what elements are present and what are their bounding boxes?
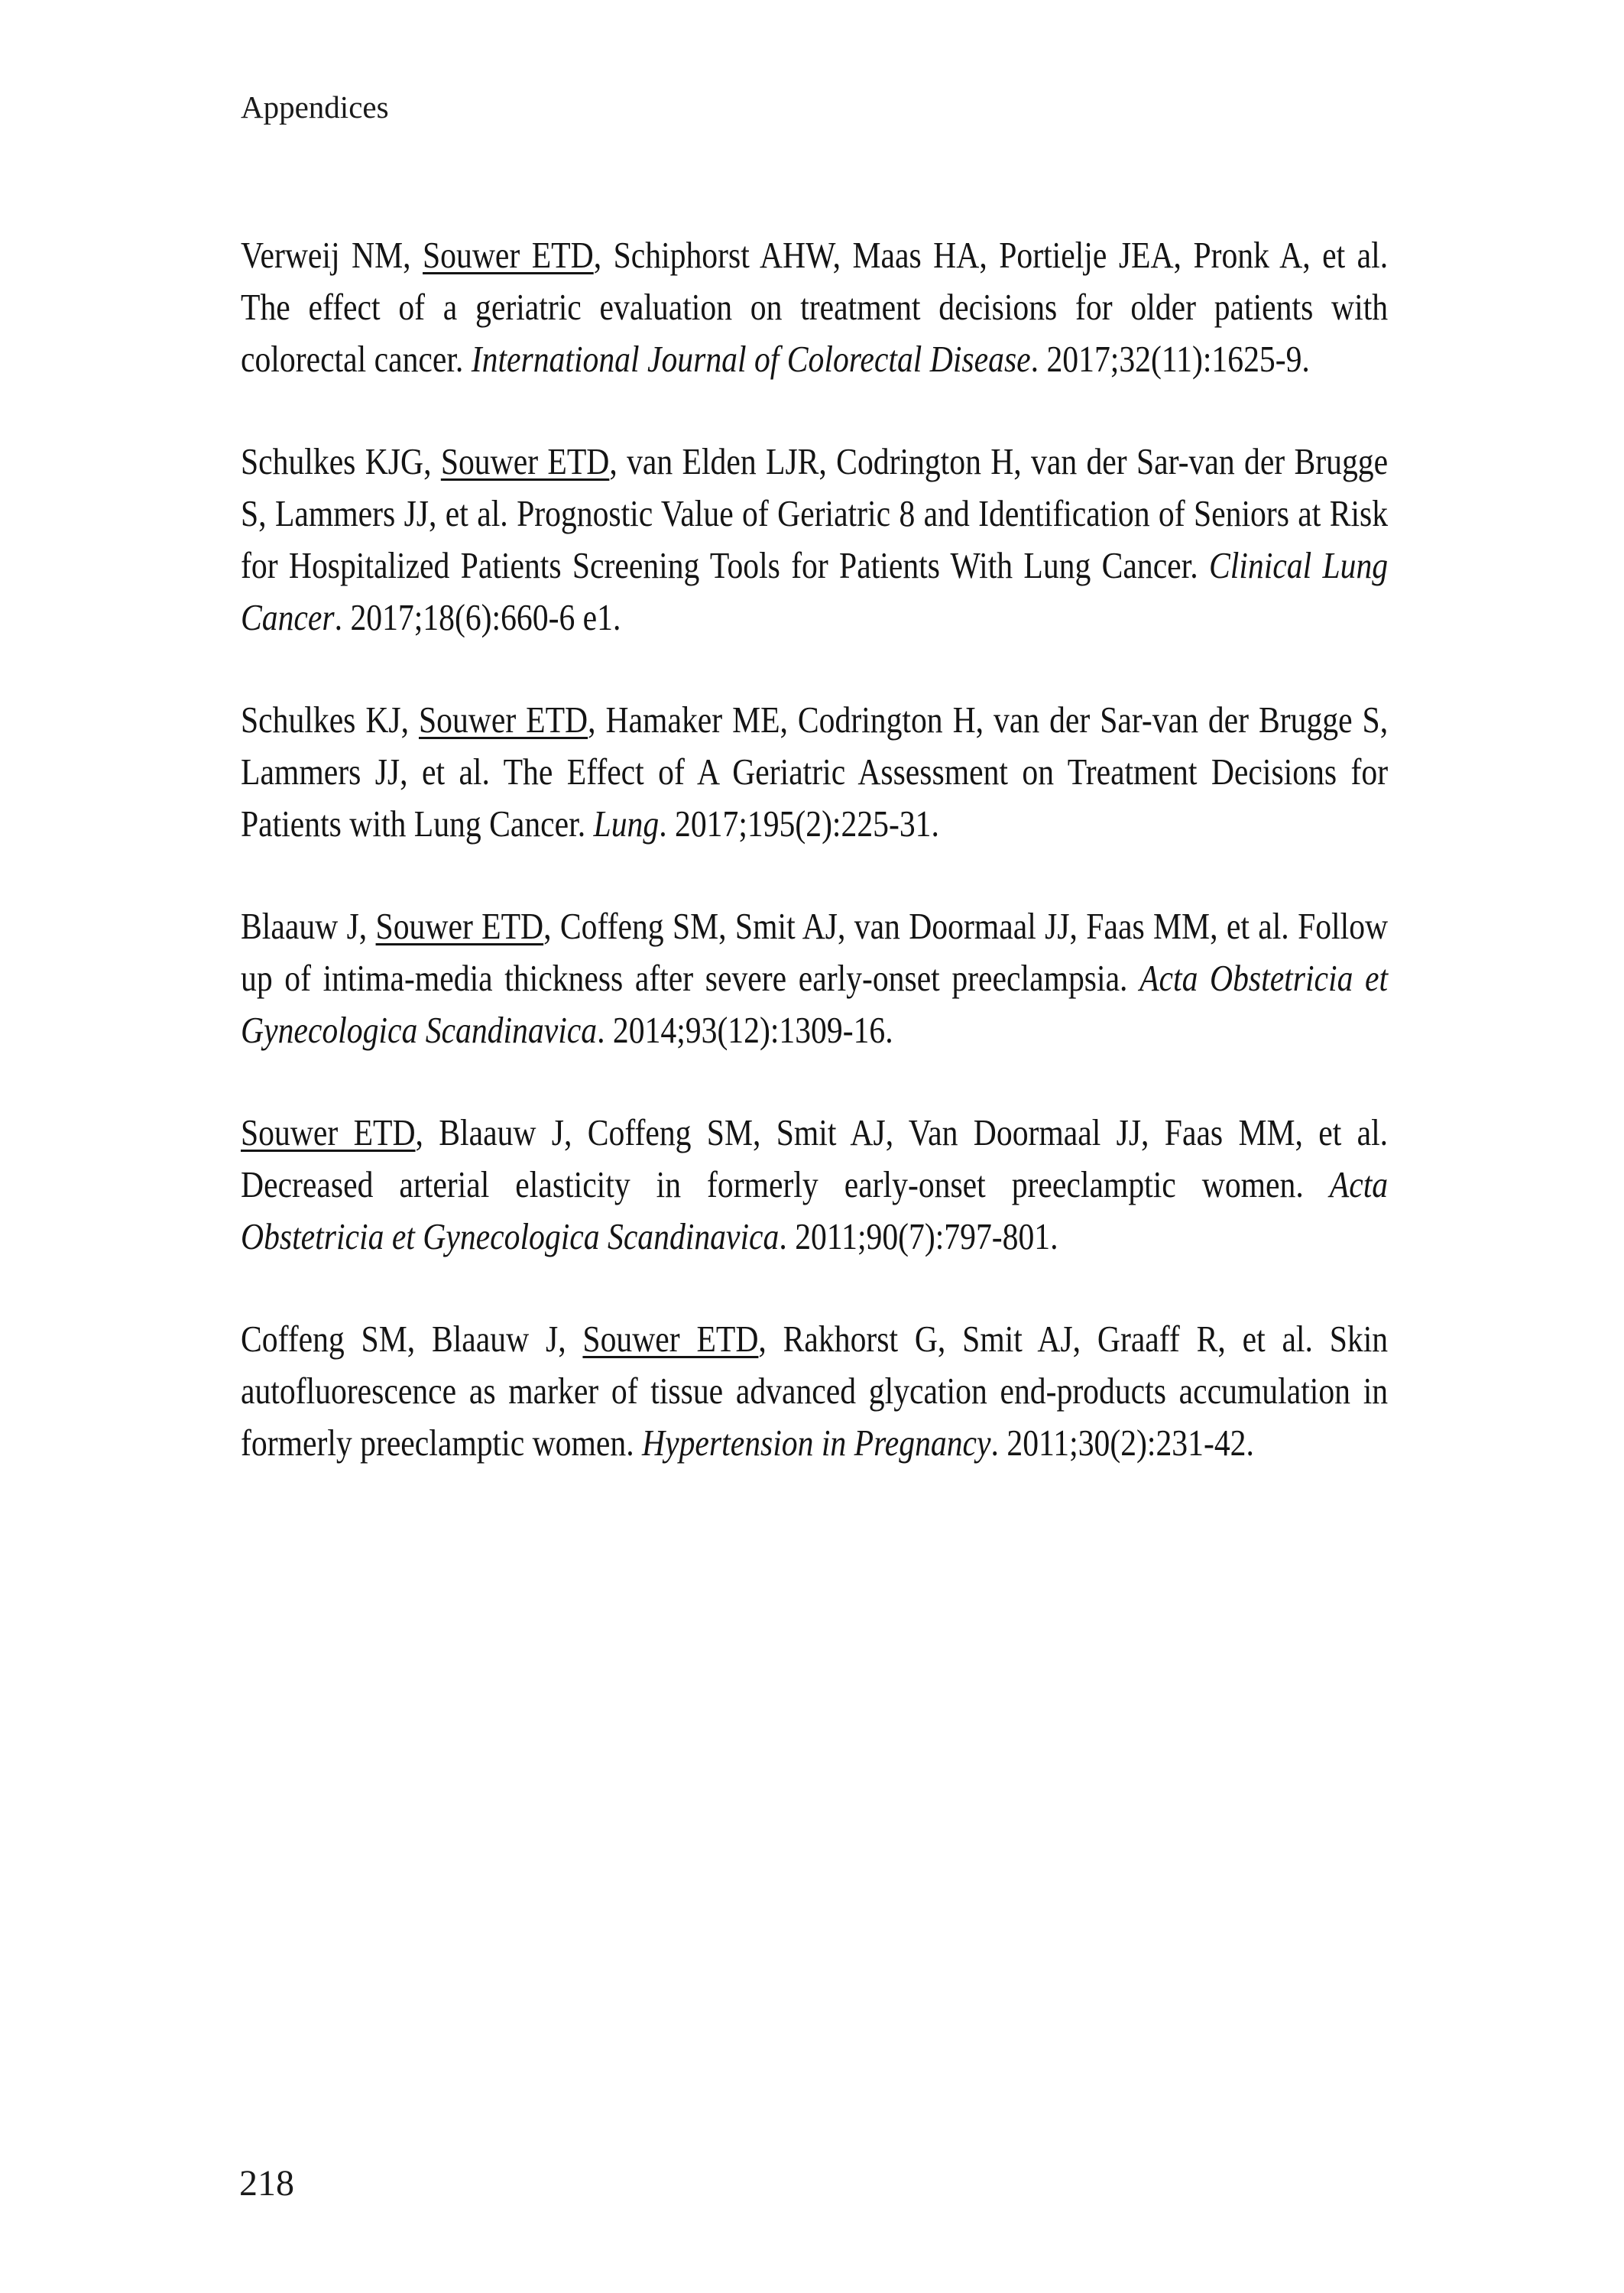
reference-entry	[241, 694, 1388, 850]
reference-text: . 2017;18(6):660-6 e1.	[334, 596, 621, 638]
reference-text: . 2011;30(2):231-42.	[990, 1422, 1254, 1464]
reference-text: Schulkes KJ,	[241, 699, 419, 741]
reference-entry	[241, 436, 1388, 644]
journal-name: International Journal of Colorectal Disease	[471, 338, 1031, 380]
reference-text: , Hamaker ME, Codrington H, van der Sar-van der Brugge S, Lammers JJ, et al. The Effect of A Geriatric Assessment on Treatment Decisions for Patients with Lung Cancer.	[241, 699, 1389, 845]
reference-text: , Blaauw J, Coffeng SM, Smit AJ, Van Doormaal JJ, Faas MM, et al. Decreased arterial elasticity in formerly early-onset preeclamptic women.	[241, 1111, 1389, 1205]
journal-name: Clinical Lung Cancer	[241, 544, 1389, 638]
author-souwer-etd: Souwer ETD	[423, 234, 594, 276]
reference-text: Schulkes KJG,	[241, 440, 441, 482]
author-souwer-etd: Souwer ETD	[375, 905, 544, 947]
reference-text: . 2014;93(12):1309-16.	[597, 1009, 893, 1051]
page-number: 218	[239, 2163, 294, 2204]
reference-text: Blaauw J,	[241, 905, 376, 947]
reference-text: . 2017;32(11):1625-9.	[1030, 338, 1310, 380]
reference-text: Verweij NM,	[241, 234, 423, 276]
author-souwer-etd: Souwer ETD	[241, 1111, 416, 1153]
journal-name: Lung	[593, 803, 660, 845]
reference-entry	[241, 1107, 1388, 1263]
reference-text: . 2011;90(7):797-801.	[779, 1215, 1058, 1257]
author-souwer-etd: Souwer ETD	[418, 699, 588, 741]
reference-entry	[241, 229, 1388, 385]
reference-text: , van Elden LJR, Codrington H, van der Sar-van der Brugge S, Lammers JJ, et al. Prognostic Value of Geriatric 8 and Identification of Seniors at Risk for Hospitalized Patients Screening Tools for Patients With Lung Cancer.	[241, 440, 1389, 586]
author-souwer-etd: Souwer ETD	[440, 440, 610, 482]
author-souwer-etd: Souwer ETD	[582, 1318, 759, 1360]
references-list	[241, 229, 1388, 1519]
reference-entry	[241, 900, 1388, 1056]
reference-text: . 2017;195(2):225-31.	[659, 803, 939, 845]
journal-name: Hypertension in Pregnancy	[642, 1422, 991, 1464]
reference-text: , Rakhorst G, Smit AJ, Graaff R, et al. Skin autofluorescence as marker of tissue advanced glycation end-products accumulation in formerly preeclamptic women.	[241, 1318, 1389, 1464]
appendices-header: Appendices	[241, 89, 389, 125]
reference-text: , Coffeng SM, Smit AJ, van Doormaal JJ, Faas MM, et al. Follow up of intima-media thickness after severe early-onset preeclampsia.	[241, 905, 1389, 999]
journal-name: Acta Obstetricia et Gynecologica Scandinavica	[241, 957, 1389, 1051]
reference-entry	[241, 1313, 1388, 1469]
reference-text: Coffeng SM, Blaauw J,	[241, 1318, 583, 1360]
reference-text: , Schiphorst AHW, Maas HA, Portielje JEA, Pronk A, et al. The effect of a geriatric evaluation on treatment decisions for older patients with colorectal cancer.	[241, 234, 1389, 380]
journal-name: Acta Obstetricia et Gynecologica Scandinavica	[241, 1163, 1389, 1257]
